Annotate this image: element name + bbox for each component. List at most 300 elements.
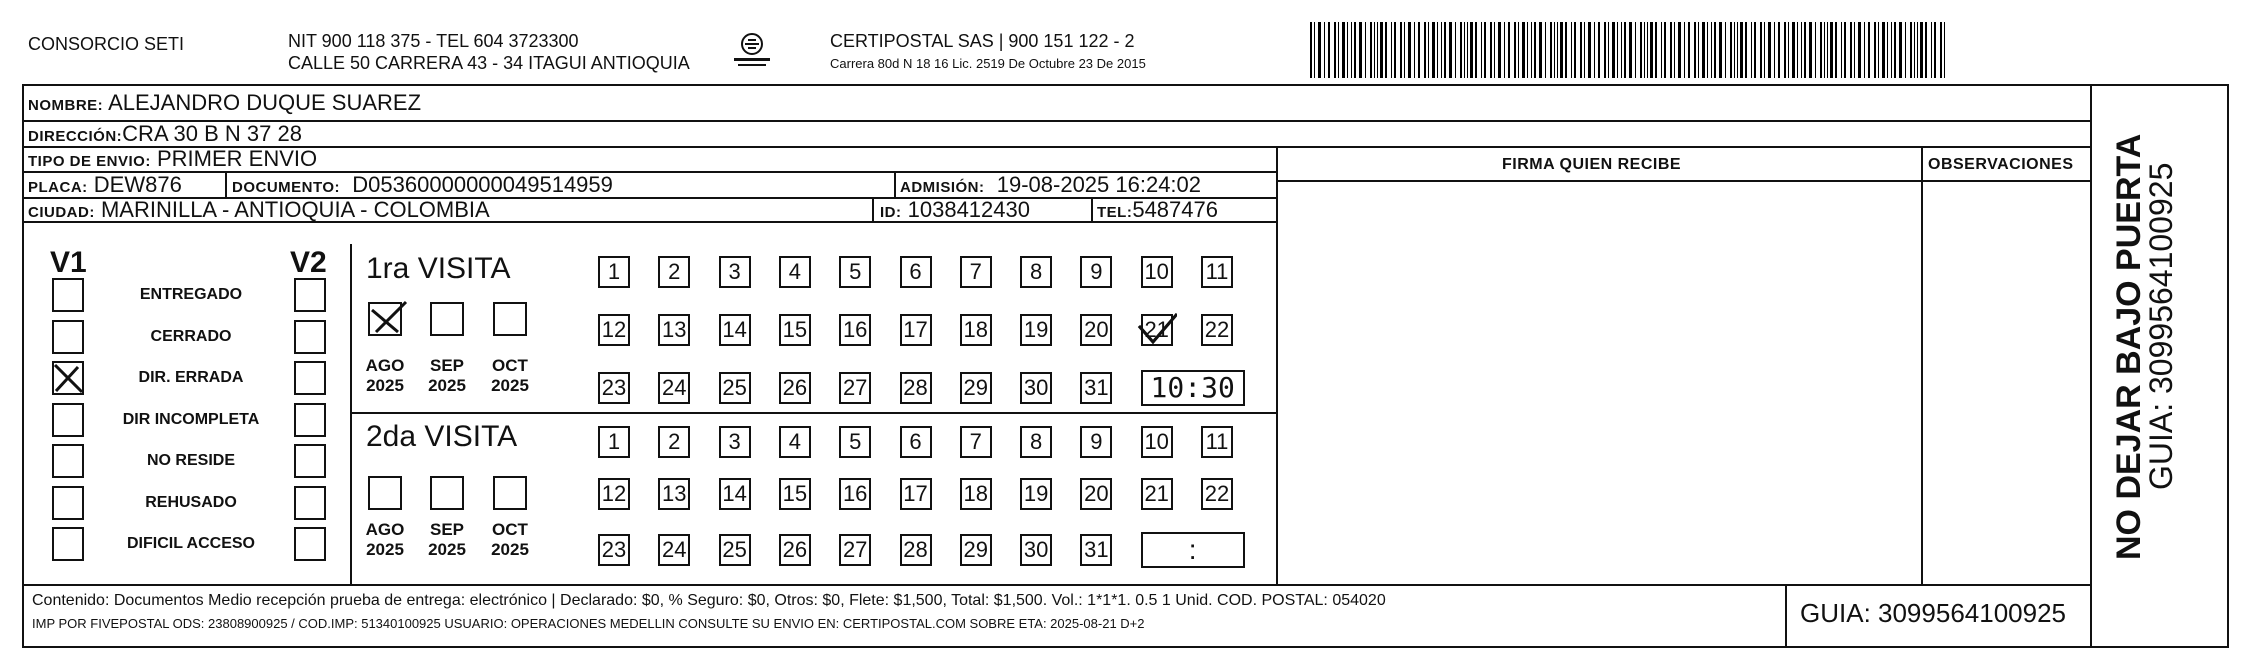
barcode-bar (1498, 22, 1501, 78)
barcode-bar (1354, 22, 1356, 78)
v1-checkbox[interactable] (52, 444, 84, 478)
day-number: 25 (722, 537, 747, 562)
day-number: 1 (607, 259, 621, 284)
day-checkbox[interactable] (658, 372, 690, 404)
barcode-bar (1664, 22, 1666, 78)
barcode-bar (1934, 22, 1936, 78)
day-checkbox[interactable] (658, 534, 690, 566)
day-checkbox[interactable] (779, 534, 811, 566)
barcode-bar (1841, 22, 1842, 78)
day-checkbox[interactable] (719, 534, 751, 566)
footer-line-2: IMP POR FIVEPOSTAL ODS: 23808900925 / COD.IMP: 51340100925 USUARIO: OPERACIONES MEDELLIN CONSULTE SU ENVIO EN: CERTIPOSTAL.COM SOBRE ETA: 2025-08-21 D+2 (32, 616, 1145, 631)
barcode-bar (1385, 22, 1387, 78)
observaciones-header: OBSERVACIONES (1928, 156, 2074, 173)
id-value: 1038412430 (907, 197, 1030, 222)
day-number: 28 (903, 375, 928, 400)
barcode-bar (1684, 22, 1685, 78)
day-number: 4 (788, 429, 802, 454)
barcode-bar (1678, 22, 1681, 78)
day-checkbox[interactable] (779, 314, 811, 346)
barcode-bar (1554, 22, 1555, 78)
barcode-bar (1310, 22, 1312, 78)
barcode-bar (1820, 22, 1822, 78)
day-number: 14 (722, 481, 747, 506)
placa-field: PLACA: DEW876 (28, 172, 182, 197)
day-number: 23 (601, 537, 627, 562)
barcode-bar (1745, 22, 1747, 78)
barcode-bar (1824, 22, 1825, 78)
barcode-bar (1719, 22, 1722, 78)
day-checkbox[interactable] (598, 314, 630, 346)
barcode-bar (1557, 22, 1558, 78)
month-label: AGO 2025 (365, 356, 405, 395)
day-number: 28 (903, 537, 928, 562)
day-checkbox[interactable] (900, 478, 932, 510)
barcode-bar (1868, 22, 1870, 78)
month-label: OCT 2025 (491, 520, 529, 559)
barcode-bar (1925, 22, 1927, 78)
day-checkbox[interactable] (1080, 478, 1112, 510)
day-checkbox[interactable] (658, 478, 690, 510)
day-checkbox[interactable] (1141, 426, 1173, 458)
barcode-bar (1484, 22, 1486, 78)
barcode-bar (1797, 22, 1798, 78)
day-checkbox[interactable] (1080, 426, 1112, 458)
day-checkbox[interactable] (960, 426, 992, 458)
barcode-bar (1850, 22, 1852, 78)
day-checkbox[interactable] (658, 426, 690, 458)
day-number: 14 (722, 317, 747, 342)
day-checkbox[interactable] (900, 534, 932, 566)
barcode-bar (1792, 22, 1795, 78)
barcode-bar (1944, 22, 1945, 78)
day-number: 2 (668, 259, 681, 284)
certipostal-logo (730, 30, 774, 74)
day-checkbox[interactable] (1080, 534, 1112, 566)
day-number: 2 (668, 429, 681, 454)
month-label: SEP 2025 (428, 356, 466, 395)
day-checkbox[interactable] (658, 314, 690, 346)
barcode-bar (1414, 22, 1415, 78)
barcode-bar (1730, 22, 1732, 78)
day-number: 8 (1029, 259, 1043, 284)
day-number: 26 (782, 375, 808, 400)
check-mark-icon (368, 298, 408, 338)
admision-field: ADMISIÓN: 19-08-2025 16:24:02 (900, 172, 1202, 197)
v2-checkbox[interactable] (294, 486, 326, 520)
day-number: 23 (601, 375, 627, 400)
day-checkbox[interactable] (1201, 426, 1233, 458)
v1-checkbox[interactable] (52, 361, 84, 395)
barcode-bar (1374, 22, 1375, 78)
first-visit-time[interactable]: 10:30 (1141, 370, 1245, 406)
barcode-bar (1437, 22, 1438, 78)
barcode-bar (1394, 22, 1396, 78)
barcode-bar (1608, 22, 1609, 78)
barcode-bar (1594, 22, 1595, 78)
day-checkbox[interactable] (960, 314, 992, 346)
day-checkbox[interactable] (719, 314, 751, 346)
day-number: 17 (903, 317, 928, 342)
second-visit-time[interactable]: : (1141, 532, 1245, 568)
day-number: 7 (969, 259, 982, 284)
day-number: 16 (842, 481, 868, 506)
day-checkbox[interactable] (960, 256, 992, 288)
barcode-bar (1428, 22, 1429, 78)
barcode-bar (1560, 22, 1563, 78)
barcode-bar (1328, 22, 1330, 78)
second-visit-title: 2da VISITA (366, 420, 518, 453)
check-mark-icon (52, 361, 84, 395)
day-number: 12 (601, 481, 627, 506)
day-checkbox[interactable] (960, 534, 992, 566)
ciudad-value: MARINILLA - ANTIOQUIA - COLOMBIA (100, 197, 490, 222)
barcode-bar (1424, 22, 1426, 78)
nombre-field: NOMBRE: ALEJANDRO DUQUE SUAREZ (28, 90, 422, 115)
nit-line: NIT 900 118 375 - TEL 604 3723300 (288, 31, 579, 51)
placa-value: DEW876 (93, 172, 182, 197)
barcode-bar (1391, 22, 1392, 78)
barcode-bar (1674, 22, 1675, 78)
day-number: 9 (1090, 259, 1103, 284)
v2-checkbox[interactable] (294, 361, 326, 395)
barcode-bar (1809, 22, 1812, 78)
barcode-bar (1534, 22, 1536, 78)
barcode-bar (1351, 22, 1352, 78)
barcode-bar (1621, 22, 1622, 78)
barcode-bar (1882, 22, 1885, 78)
barcode-bar (1858, 22, 1861, 78)
tipo-envio-field: TIPO DE ENVIO: PRIMER ENVIO (28, 146, 318, 171)
day-checkbox[interactable] (779, 256, 811, 288)
barcode-bar (1917, 22, 1918, 78)
day-number: 15 (782, 317, 808, 342)
barcode-bar (1899, 22, 1902, 78)
day-number: 11 (1205, 429, 1229, 454)
barcode-bar (1464, 22, 1465, 78)
barcode-bar (1874, 22, 1876, 78)
day-checkbox[interactable] (779, 426, 811, 458)
barcode-bar (1324, 22, 1325, 78)
day-number: 25 (722, 375, 747, 400)
footer-guia: GUIA: 3099564100925 (1800, 598, 2066, 628)
barcode-bar (1404, 22, 1405, 78)
day-checkbox[interactable] (900, 256, 932, 288)
v2-checkbox[interactable] (294, 444, 326, 478)
barcode-bar (1702, 22, 1705, 78)
barcode-bar (1508, 22, 1510, 78)
day-number: 20 (1084, 317, 1109, 342)
day-number: 1 (607, 429, 621, 454)
day-checkbox[interactable] (598, 478, 630, 510)
barcode-bar (1844, 22, 1846, 78)
day-number: 19 (1023, 317, 1049, 342)
day-checkbox[interactable] (719, 426, 751, 458)
day-checkbox[interactable] (839, 256, 871, 288)
inner-frame (22, 84, 2092, 586)
barcode-bar (1774, 22, 1775, 78)
day-checkbox[interactable] (839, 426, 871, 458)
day-number: 12 (601, 317, 627, 342)
barcode (1310, 22, 1950, 78)
day-checkbox[interactable] (1080, 256, 1112, 288)
barcode-bar (1318, 22, 1321, 78)
barcode-bar (1778, 22, 1780, 78)
day-number: 13 (662, 481, 687, 506)
barcode-bar (1455, 22, 1456, 78)
barcode-bar (1494, 22, 1495, 78)
barcode-bar (1768, 22, 1771, 78)
day-checkbox[interactable] (900, 426, 932, 458)
day-checkbox[interactable] (839, 372, 871, 404)
side-guia: GUIA: 3099564100925 (2143, 162, 2179, 490)
barcode-bar (1481, 22, 1482, 78)
barcode-bar (1931, 22, 1932, 78)
day-checkbox[interactable] (1080, 314, 1112, 346)
day-checkbox[interactable] (598, 426, 630, 458)
day-number: 10 (1144, 429, 1169, 454)
barcode-bar (1754, 22, 1756, 78)
day-checkbox[interactable] (900, 314, 932, 346)
barcode-bar (1914, 22, 1915, 78)
barcode-bar (1460, 22, 1462, 78)
barcode-bar (1894, 22, 1896, 78)
day-checkbox[interactable] (1020, 256, 1052, 288)
day-number: 10 (1144, 259, 1169, 284)
day-number: 21 (1144, 317, 1169, 342)
day-number: 9 (1090, 429, 1103, 454)
day-checkbox[interactable] (839, 534, 871, 566)
barcode-bar (1624, 22, 1626, 78)
barcode-bar (1612, 22, 1615, 78)
month-checkbox[interactable] (368, 302, 402, 336)
barcode-bar (1598, 22, 1600, 78)
check-mark-icon (1137, 312, 1177, 348)
barcode-bar (1370, 22, 1372, 78)
barcode-bar (1408, 22, 1411, 78)
day-number: 27 (842, 375, 868, 400)
barcode-bar (1347, 22, 1348, 78)
barcode-bar (1740, 22, 1743, 78)
day-checkbox[interactable] (839, 478, 871, 510)
day-checkbox[interactable] (1020, 534, 1052, 566)
barcode-bar (1584, 22, 1585, 78)
day-checkbox[interactable] (779, 478, 811, 510)
day-number: 3 (728, 429, 741, 454)
barcode-bar (1580, 22, 1582, 78)
v2-checkbox[interactable] (294, 527, 326, 561)
day-number: 20 (1084, 481, 1109, 506)
barcode-bar (1475, 22, 1477, 78)
day-checkbox[interactable] (719, 478, 751, 510)
day-checkbox[interactable] (598, 534, 630, 566)
barcode-bar (1707, 22, 1708, 78)
barcode-bar (1655, 22, 1657, 78)
barcode-bar (1527, 22, 1528, 78)
firma-header: FIRMA QUIEN RECIBE (1502, 156, 1682, 173)
barcode-bar (1887, 22, 1888, 78)
barcode-bar (1891, 22, 1892, 78)
v2-checkbox[interactable] (294, 320, 326, 354)
v1-checkbox[interactable] (52, 403, 84, 437)
barcode-bar (1545, 22, 1546, 78)
month-label: OCT 2025 (491, 356, 529, 395)
day-checkbox[interactable] (1201, 256, 1233, 288)
day-number: 24 (662, 537, 687, 562)
day-number: 8 (1029, 429, 1043, 454)
barcode-bar (1784, 22, 1786, 78)
month-checkbox[interactable] (493, 476, 527, 510)
day-number: 15 (782, 481, 808, 506)
direccion-field: DIRECCIÓN:CRA 30 B N 37 28 (28, 121, 302, 146)
month-checkbox[interactable] (430, 302, 464, 336)
day-checkbox[interactable] (1141, 256, 1173, 288)
v1-checkbox[interactable] (52, 278, 84, 312)
day-number: 4 (788, 259, 802, 284)
barcode-bar (1940, 22, 1942, 78)
day-checkbox[interactable] (1141, 314, 1173, 346)
status-label: DIR INCOMPLETA (122, 410, 260, 428)
day-checkbox[interactable] (719, 372, 751, 404)
barcode-bar (1314, 22, 1315, 78)
id-field: ID: 1038412430 (880, 197, 1030, 222)
day-checkbox[interactable] (839, 314, 871, 346)
admision-value: 19-08-2025 16:24:02 (996, 172, 1202, 197)
tipo-envio-value: PRIMER ENVIO (156, 146, 318, 171)
barcode-bar (1714, 22, 1716, 78)
barcode-bar (1864, 22, 1865, 78)
day-number: 5 (849, 429, 862, 454)
day-number: 13 (662, 317, 687, 342)
barcode-bar (1854, 22, 1855, 78)
barcode-bar (1698, 22, 1699, 78)
month-checkbox[interactable] (493, 302, 527, 336)
barcode-bar (1334, 22, 1336, 78)
day-number: 18 (963, 317, 989, 342)
barcode-bar (1539, 22, 1542, 78)
barcode-bar (1920, 22, 1923, 78)
barcode-bar (1377, 22, 1378, 78)
day-number: 6 (909, 429, 922, 454)
barcode-bar (1571, 22, 1572, 78)
barcode-bar (1359, 22, 1362, 78)
barcode-bar (1365, 22, 1366, 78)
day-number: 21 (1144, 481, 1169, 506)
tel-field: TEL:5487476 (1097, 197, 1218, 222)
barcode-bar (1514, 22, 1516, 78)
barcode-bar (1629, 22, 1632, 78)
day-number: 26 (782, 537, 808, 562)
status-label: NO RESIDE (146, 452, 235, 469)
day-number: 17 (903, 481, 928, 506)
status-label: ENTREGADO (139, 286, 243, 303)
day-checkbox[interactable] (1201, 314, 1233, 346)
day-checkbox[interactable] (960, 478, 992, 510)
v2-label: V2 (290, 246, 327, 279)
barcode-bar (1688, 22, 1690, 78)
day-checkbox[interactable] (960, 372, 992, 404)
barcode-bar (1910, 22, 1912, 78)
barcode-bar (1644, 22, 1645, 78)
barcode-bar (1788, 22, 1789, 78)
day-number: 19 (1023, 481, 1049, 506)
day-checkbox[interactable] (900, 372, 932, 404)
v2-checkbox[interactable] (294, 278, 326, 312)
day-checkbox[interactable] (1020, 426, 1052, 458)
day-checkbox[interactable] (719, 256, 751, 288)
day-number: 16 (842, 317, 868, 342)
day-checkbox[interactable] (1141, 478, 1173, 510)
v2-checkbox[interactable] (294, 403, 326, 437)
month-checkbox[interactable] (430, 476, 464, 510)
month-label: SEP 2025 (428, 520, 466, 559)
first-visit-title: 1ra VISITA (366, 252, 511, 285)
company-name: CONSORCIO SETI (28, 34, 185, 54)
barcode-bar (1574, 22, 1576, 78)
barcode-bar (1635, 22, 1636, 78)
day-number: 22 (1204, 481, 1230, 506)
ciudad-field: CIUDAD: MARINILLA - ANTIOQUIA - COLOMBIA (28, 197, 490, 222)
barcode-bar (1338, 22, 1339, 78)
v1-checkbox[interactable] (52, 320, 84, 354)
barcode-bar (1815, 22, 1816, 78)
barcode-bar (1670, 22, 1672, 78)
barcode-bar (1550, 22, 1552, 78)
month-checkbox[interactable] (368, 476, 402, 510)
day-checkbox[interactable] (598, 256, 630, 288)
day-number: 3 (728, 259, 741, 284)
documento-value: D05360000000049514959 (352, 172, 613, 197)
barcode-bar (1711, 22, 1712, 78)
day-number: 31 (1084, 375, 1109, 400)
day-checkbox[interactable] (1020, 314, 1052, 346)
day-checkbox[interactable] (598, 372, 630, 404)
status-label: REHUSADO (145, 493, 237, 511)
day-checkbox[interactable] (1080, 372, 1112, 404)
day-number: 18 (963, 481, 989, 506)
barcode-bar (1905, 22, 1906, 78)
day-checkbox[interactable] (779, 372, 811, 404)
day-checkbox[interactable] (1201, 478, 1233, 510)
barcode-bar (1342, 22, 1345, 78)
barcode-bar (1830, 22, 1833, 78)
status-label: CERRADO (150, 327, 232, 345)
day-number: 6 (909, 259, 922, 284)
day-checkbox[interactable] (1020, 372, 1052, 404)
barcode-bar (1565, 22, 1567, 78)
barcode-bar (1764, 22, 1765, 78)
day-checkbox[interactable] (1020, 478, 1052, 510)
barcode-bar (1661, 22, 1662, 78)
barcode-bar (1827, 22, 1828, 78)
barcode-bar (1694, 22, 1696, 78)
day-number: 29 (963, 375, 989, 400)
address-line: CALLE 50 CARRERA 43 - 34 ITAGUI ANTIOQUIA (288, 53, 690, 73)
barcode-bar (1801, 22, 1802, 78)
barcode-bar (1640, 22, 1642, 78)
day-checkbox[interactable] (658, 256, 690, 288)
barcode-bar (1490, 22, 1492, 78)
barcode-bar (1418, 22, 1420, 78)
v1-checkbox[interactable] (52, 527, 84, 561)
barcode-bar (1432, 22, 1435, 78)
barcode-bar (1725, 22, 1726, 78)
month-label: AGO 2025 (365, 520, 405, 559)
barcode-bar (1650, 22, 1653, 78)
barcode-bar (1444, 22, 1446, 78)
nombre-value: ALEJANDRO DUQUE SUAREZ (108, 90, 422, 115)
v1-checkbox[interactable] (52, 486, 84, 520)
